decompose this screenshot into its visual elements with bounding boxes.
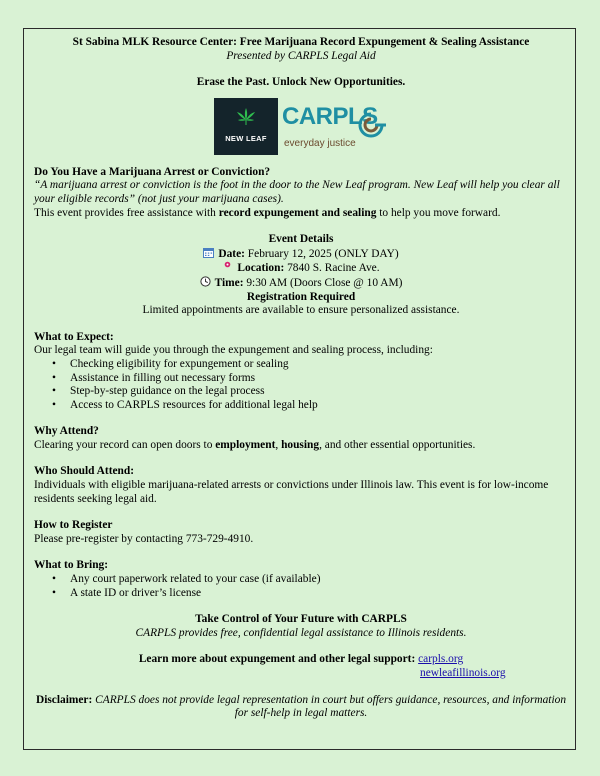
who-heading: Who Should Attend: xyxy=(34,465,135,478)
list-item: • Access to CARPLS resources for additional legal help xyxy=(70,399,568,413)
location-value: 7840 S. Racine Ave. xyxy=(284,262,380,275)
list-item: • Assistance in filling out necessary forms xyxy=(70,372,568,386)
tagline: Erase the Past. Unlock New Opportunities. xyxy=(196,76,406,89)
location-label: Location: xyxy=(237,262,285,275)
intro-heading: Do You Have a Marijuana Arrest or Conviction? xyxy=(34,165,271,178)
list-item: • A state ID or driver’s license xyxy=(70,587,568,601)
why-text: Clearing your record can open doors to xyxy=(34,438,216,451)
time-label: Time: xyxy=(214,276,244,289)
intro-body-text: This event provides free assistance with xyxy=(34,206,219,219)
cannabis-leaf-icon xyxy=(236,107,256,127)
why-comma: , xyxy=(275,438,282,451)
carpls-tagline: everyday justice xyxy=(284,137,356,149)
location-pin-icon xyxy=(222,261,233,272)
learn-more-label: Learn more about expungement and other legal support: xyxy=(138,653,419,666)
register-heading: How to Register xyxy=(34,519,113,532)
intro-body-bold: record expungement and sealing xyxy=(218,206,377,219)
learn-more xyxy=(34,653,568,667)
list-item: • Any court paperwork related to your case (if available) xyxy=(70,573,568,587)
event-location xyxy=(34,261,568,276)
intro-body-text-end: to help you move forward. xyxy=(376,206,501,219)
carpls-logo xyxy=(280,102,392,154)
clock-icon xyxy=(200,276,211,287)
date-label: Date: xyxy=(218,247,245,260)
newleaf-link[interactable]: newleafillinois.org xyxy=(420,667,506,679)
flyer-content xyxy=(34,36,568,721)
registration-note: Limited appointments are available to ensure personalized assistance. xyxy=(142,304,460,317)
event-date xyxy=(34,247,568,262)
list-item: • Step-by-step guidance on the legal process xyxy=(70,385,568,399)
time-value: 9:30 AM (Doors Close @ 10 AM) xyxy=(243,276,403,289)
carpls-wordmark: CARPLS xyxy=(282,102,378,130)
bring-heading: What to Bring: xyxy=(34,559,109,572)
why-text-end: , and other essential opportunities. xyxy=(319,438,476,451)
logo-row xyxy=(34,96,568,166)
intro-quote: “A marijuana arrest or conviction is the foot in the door to the New Leaf program. New Leaf will help you clear all your eligible records” (not just your marijuana cases). xyxy=(34,179,560,205)
event-time xyxy=(34,276,568,291)
why-employment: employment xyxy=(215,438,276,451)
second-link-row xyxy=(34,667,568,681)
closing-subtext: CARPLS provides free, confidential legal assistance to Illinois residents. xyxy=(135,626,467,639)
expect-list xyxy=(34,358,568,412)
closing-heading: Take Control of Your Future with CARPLS xyxy=(195,613,407,626)
new-leaf-text: NEW LEAF xyxy=(225,133,267,143)
calendar-icon xyxy=(203,247,214,258)
registration-heading: Registration Required xyxy=(246,290,356,303)
event-heading: Event Details xyxy=(268,233,334,246)
expect-heading: What to Expect: xyxy=(34,330,114,343)
bring-list xyxy=(34,573,568,600)
intro-body xyxy=(34,207,568,221)
why-housing: housing xyxy=(281,438,320,451)
disclaimer xyxy=(34,694,568,721)
flyer-title: St Sabina MLK Resource Center: Free Marijuana Record Expungement & Sealing Assistance xyxy=(72,36,530,48)
new-leaf-logo xyxy=(214,98,278,155)
carpls-link[interactable]: carpls.org xyxy=(418,653,464,666)
why-body xyxy=(34,439,568,453)
carpls-swirl-icon xyxy=(354,110,388,140)
disclaimer-label: Disclaimer: xyxy=(35,693,93,706)
who-body: Individuals with eligible marijuana-related arrests or convictions under Illinois law. This event is for low-income residents seeking legal aid. xyxy=(34,479,549,505)
presented-by: Presented by CARPLS Legal Aid xyxy=(226,49,376,62)
register-body: Please pre-register by contacting 773-729-4910. xyxy=(34,532,254,545)
expect-intro: Our legal team will guide you through the expungement and sealing process, including: xyxy=(34,344,433,357)
date-value: February 12, 2025 (ONLY DAY) xyxy=(244,247,399,260)
list-item: • Checking eligibility for expungement or sealing xyxy=(70,358,568,372)
disclaimer-text: CARPLS does not provide legal representation in court but offers guidance, resources, and information for self-help in legal matters. xyxy=(92,693,567,720)
why-heading: Why Attend? xyxy=(34,425,99,438)
